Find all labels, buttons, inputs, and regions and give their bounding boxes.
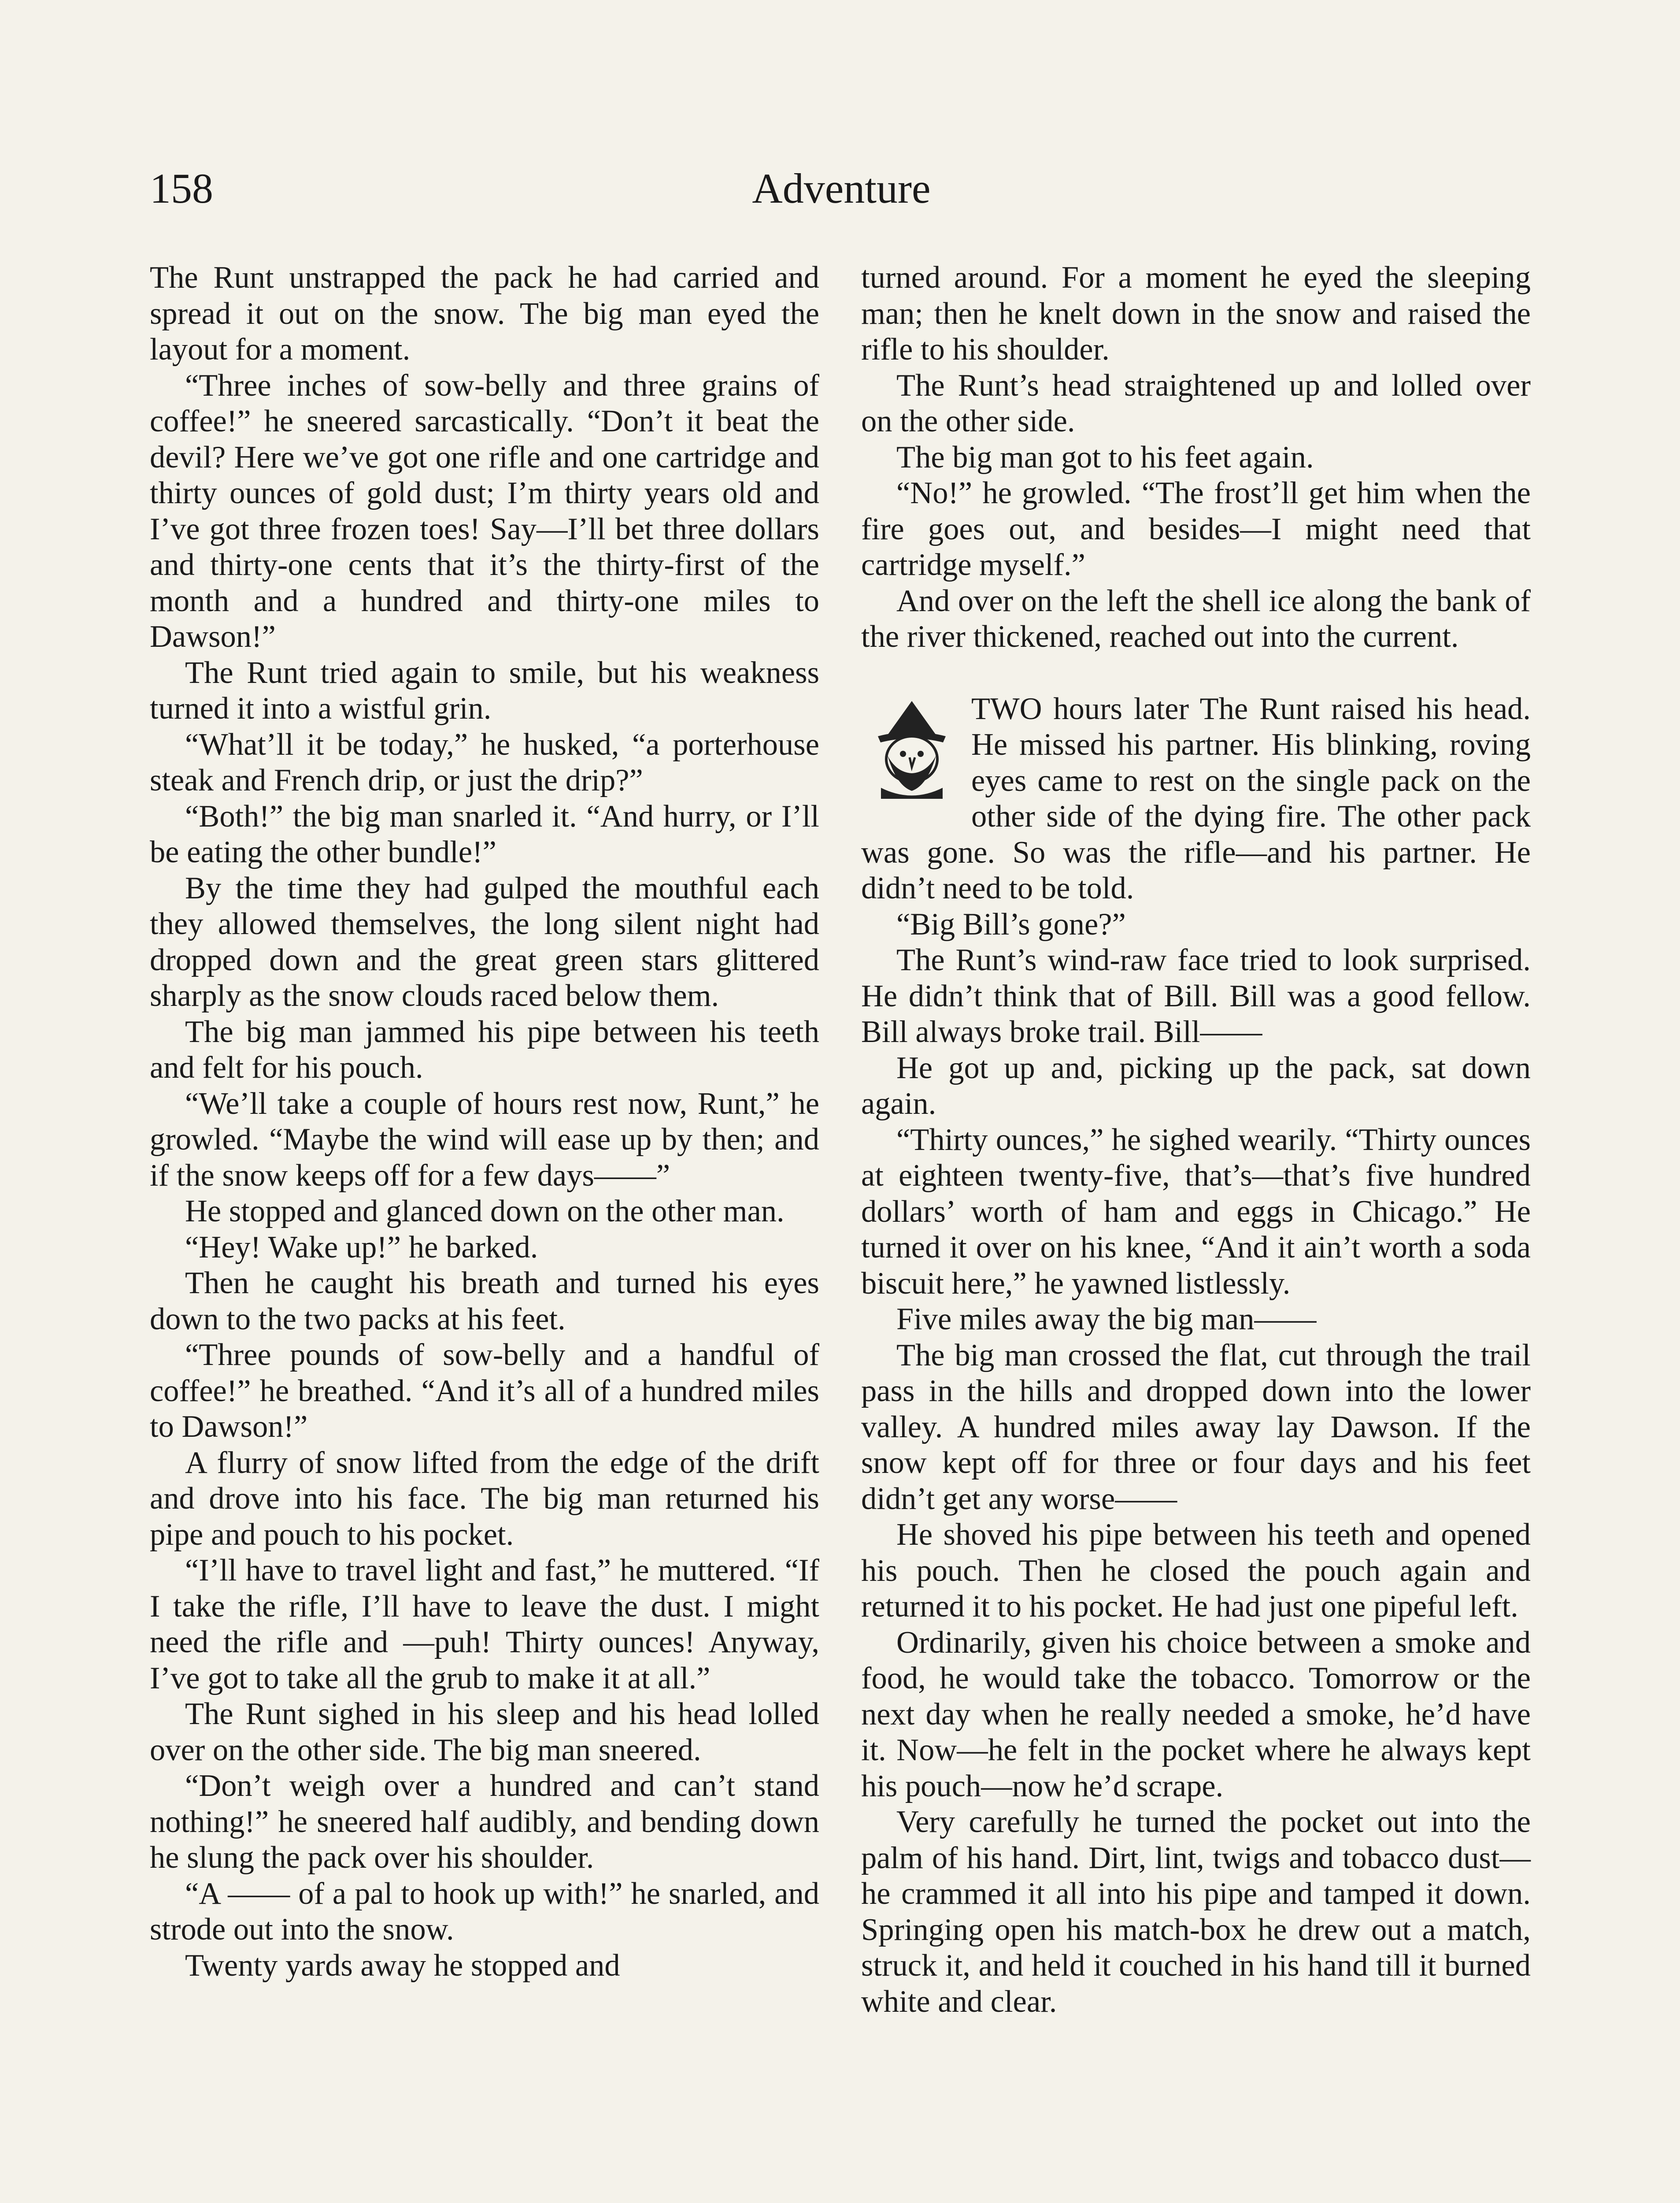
- paragraph: He got up and, picking up the pack, sat down again.: [861, 1050, 1531, 1121]
- paragraph: “What’ll it be today,” he husked, “a porterhouse steak and French drip, or just the drip?”: [150, 727, 819, 797]
- paragraph: By the time they had gulped the mouthful each they allowed themselves, the long silent night had dropped down and the great green stars glittered sharply as the snow clouds raced below them.: [150, 871, 819, 1013]
- paragraph: “Both!” the big man snarled it. “And hurry, or I’ll be eating the other bundle!”: [150, 799, 819, 869]
- paragraph: And over on the left the shell ice along the bank of the river thickened, reached out into the current.: [861, 583, 1531, 654]
- paragraph: Twenty yards away he stopped and: [185, 1948, 620, 1983]
- left-column: [150, 260, 819, 1984]
- paragraph: The Runt unstrapped the pack he had carried and spread it out on the snow. The big man eyed the layout for a moment.: [150, 260, 819, 367]
- paragraph: A flurry of snow lifted from the edge of the drift and drove into his face. The big man returned his pipe and pouch to his pocket.: [150, 1445, 819, 1552]
- section-start-paragraph: [861, 691, 1531, 907]
- section-start-text: TWO hours later The Runt raised his head. He missed his partner. His blinking, roving eyes came to rest on the single pack on the other side of the dying fire. The other pack was gone. So was the rifle—and his partner. He didn’t need to be told.: [861, 691, 1531, 905]
- paragraph: The Runt’s head straightened up and lolled over on the other side.: [861, 368, 1531, 438]
- paragraph: The big man crossed the flat, cut through the trail pass in the hills and dropped down into the lower valley. A hundred miles away lay Dawson. If the snow kept off for three or four days and his feet didn’t get any worse——: [861, 1338, 1531, 1516]
- paragraph: He stopped and glanced down on the other man.: [185, 1194, 784, 1228]
- paragraph: He shoved his pipe between his teeth and opened his pouch. Then he closed the pouch again and returned it to his pocket. He had just one pipeful left.: [861, 1517, 1531, 1624]
- paragraph: “We’ll take a couple of hours rest now, Runt,” he growled. “Maybe the wind will ease up by then; and if the snow keeps off for a few days——”: [150, 1086, 819, 1193]
- paragraph: “I’ll have to travel light and fast,” he muttered. “If I take the rifle, I’ll have to leave the dust. I might need the rifle and —puh! Thirty ounces! Anyway, I’ve got to take all the grub to make it at all.”: [150, 1553, 819, 1695]
- running-title: Adventure: [752, 165, 931, 212]
- paragraph: “Three inches of sow-belly and three grains of coffee!” he sneered sarcastically. “Don’t it beat the devil? Here we’ve got one rifle and one cartridge and thirty ounces of gold dust; I’m thirty years old and I’ve got three frozen toes! Say—I’ll bet three dollars and thirty-one cents that it’s the thirty-first of the month and a hundred and thirty-one miles to Dawson!”: [150, 368, 819, 654]
- paragraph: turned around. For a moment he eyed the sleeping man; then he knelt down in the snow and raised the rifle to his shoulder.: [861, 260, 1531, 367]
- paragraph: The big man jammed his pipe between his teeth and felt for his pouch.: [150, 1014, 819, 1085]
- page-number: 158: [150, 165, 213, 212]
- paragraph: The Runt tried again to smile, but his weakness turned it into a wistful grin.: [150, 655, 819, 726]
- paragraph: The big man got to his feet again.: [896, 440, 1314, 475]
- paragraph: “No!” he growled. “The frost’ll get him when the fire goes out, and besides—I might need that cartridge myself.”: [861, 476, 1531, 582]
- paragraph: “Hey! Wake up!” he barked.: [185, 1230, 538, 1265]
- paragraph: “A —— of a pal to hook up with!” he snarled, and strode out into the snow.: [150, 1876, 819, 1947]
- paragraph: Very carefully he turned the pocket out into the palm of his hand. Dirt, lint, twigs and tobacco dust—he crammed it all into his pipe and tamped it down. Springing open his match-box he drew out a match, struck it, and held it couched in his hand till it burned white and clear.: [861, 1805, 1531, 2019]
- paragraph: “Don’t weigh over a hundred and can’t stand nothing!” he sneered half audibly, and bending down he slung the pack over his shoulder.: [150, 1769, 819, 1875]
- right-column: [861, 260, 1531, 2020]
- paragraph: “Big Bill’s gone?”: [896, 907, 1126, 942]
- page-header: [150, 167, 1533, 238]
- paragraph: Ordinarily, given his choice between a smoke and food, he would take the tobacco. Tomorrow or the next day when he really needed a smoke, he’d have it. Now—he felt in the pocket where he always kept his pouch—now he’d scrape.: [861, 1625, 1531, 1803]
- paragraph: The Runt sighed in his sleep and his head lolled over on the other side. The big man sneered.: [150, 1697, 819, 1767]
- paragraph: “Thirty ounces,” he sighed wearily. “Thirty ounces at eighteen twenty-five, that’s—that’s five hundred dollars’ worth of ham and eggs in Chicago.” He turned it over on his knee, “And it ain’t worth a soda biscuit here,” he yawned listlessly.: [861, 1122, 1531, 1301]
- paragraph: “Three pounds of sow-belly and a handful of coffee!” he breathed. “And it’s all of a hundred miles to Dawson!”: [150, 1338, 819, 1444]
- prospector-head-ornament-icon: [861, 693, 962, 801]
- paragraph: Then he caught his breath and turned his eyes down to the two packs at his feet.: [150, 1266, 819, 1336]
- paragraph: The Runt’s wind-raw face tried to look surprised. He didn’t think that of Bill. Bill was a good fellow. Bill always broke trail. Bill——: [861, 943, 1531, 1049]
- paragraph: Five miles away the big man——: [896, 1302, 1317, 1336]
